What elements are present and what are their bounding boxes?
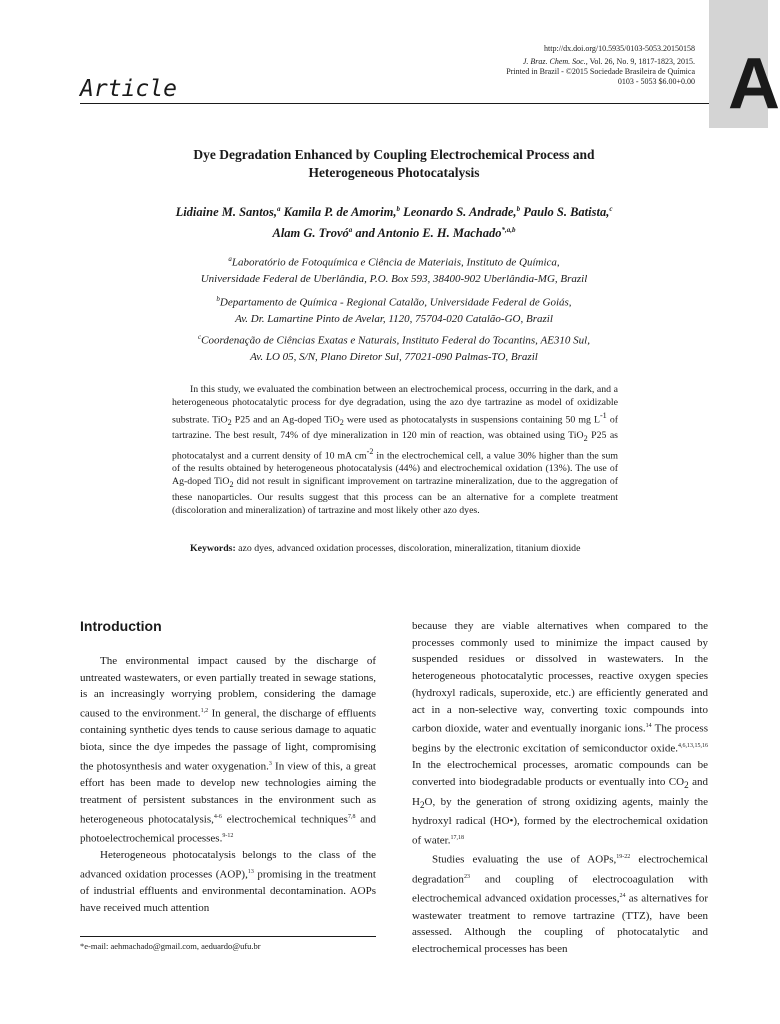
author-name: Leonardo S. Andrade, [399, 205, 517, 220]
journal-citation [506, 57, 695, 87]
superscript: -2 [366, 447, 374, 457]
citation-ref[interactable]: 14 [645, 723, 652, 730]
abstract [172, 383, 618, 517]
affiliation-b [100, 291, 688, 327]
author-list [100, 200, 688, 242]
journal-name: J. Braz. Chem. Soc. [522, 57, 586, 66]
issn-price: 0103 - 5053 $6.00+0.00 [617, 77, 695, 86]
author-affil-mark: a [348, 226, 353, 235]
superscript: -1 [599, 411, 607, 420]
citation-ref[interactable]: 9-12 [222, 833, 234, 839]
author-name: Kamila P. de Amorim, [280, 205, 397, 220]
body-text: electrochemical techniques [221, 813, 348, 826]
body-text: because they are viable alternatives when compared to the processes commonly used to minimize the impact caused by suspended residues or dissolved in wastewaters. In the heterogeneous photocatalytic processes, reactive oxygen species (hydroxyl radicals, superoxide, etc.) are efficiently generated and act in a non-selective way, converting toxic compounds into carbon dioxide, water and eventually inorganic ions. [412, 620, 708, 735]
citation-ref[interactable]: 4,6,13,15,16 [678, 742, 708, 749]
affiliation-mark: b [216, 295, 220, 303]
keywords-text: azo dyes, advanced oxidation processes, discoloration, mineralization, titanium dioxide [235, 543, 581, 554]
affiliation-line: Universidade Federal de Uberlândia, P.O. Box 593, 38400-902 Uberlândia-MG, Brazil [200, 272, 588, 285]
body-text: as alternatives for wastewater treatment to remove tartrazine (TTZ), have been assessed. Although the coupling of photocatalytic and electrochemical processes has been [412, 892, 709, 955]
paper-title [120, 146, 668, 182]
affiliation-line: Av. Dr. Lamartine Pinto de Avelar, 1120, 75704-020 Catalão-GO, Brazil [235, 312, 553, 325]
citation-ref[interactable]: 3 [268, 760, 272, 767]
body-text: and photoelectrochemical processes. [80, 813, 376, 845]
citation-ref[interactable]: 19-22 [616, 854, 631, 861]
subscript: 2 [684, 779, 689, 790]
paragraph [412, 618, 708, 849]
body-text: and coupling of electrocoagulation with electrochemical advanced oxidation processes, [412, 873, 708, 905]
affiliation-line: Coordenação de Ciências Exatas e Naturais, Instituto Federal do Tocantins, AE310 Sul, [201, 334, 590, 347]
author-name: Lidiaine M. Santos, [175, 205, 277, 220]
citation-ref[interactable]: 24 [619, 893, 626, 900]
title-line: Dye Degradation Enhanced by Coupling Electrochemical Process and [193, 147, 595, 162]
affiliation-c [100, 329, 688, 365]
citation-ref[interactable]: 1,2 [200, 708, 209, 715]
paragraph [412, 849, 708, 957]
subscript: 2 [583, 434, 588, 444]
body-text: The process begins by the electronic excitation of semiconductor oxide. [412, 722, 708, 755]
body-text: promising in the treatment of industrial effluents and environmental decontamination. AOPs have received much attention [80, 868, 376, 915]
title-line: Heterogeneous Photocatalysis [308, 165, 480, 180]
header-divider [80, 103, 709, 104]
abstract-text: In this study, we evaluated the combination between an electrochemical process, occurring in the dark, and a heterogeneous photocatalytic process for dye degradation, using the azo dye tartrazine as model of oxidizable substrate. TiO [172, 384, 618, 426]
affiliation-mark: a [228, 255, 232, 263]
subscript: 2 [419, 799, 425, 810]
abstract-text: did not result in significant improvement on tartrazine mineralization, due to the aggregation of these nanoparticles. Our results suggest that this process can be an alternative for a complete treatment (discoloration and mineralization) of tartrazine and most likely other azo dyes. [172, 476, 618, 517]
body-text: The environmental impact caused by the discharge of untreated wastewaters, or even partially treated in sewage stations, is an increasingly worrying problem, considering the damage caused to the environment. [80, 655, 376, 720]
affiliation-line: Departamento de Química - Regional Catalão, Universidade Federal de Goiás, [219, 296, 572, 309]
affiliation-mark: c [198, 333, 202, 341]
author-affil-mark: b [396, 205, 400, 213]
body-text: electrochemical degradation [412, 854, 708, 886]
abstract-text: P25 as photocatalyst and a current density of 10 mA cm [172, 430, 618, 462]
author-name: Alam G. Trovó [272, 226, 349, 241]
subscript: 2 [229, 480, 234, 490]
author-affil-mark: a [276, 205, 281, 213]
author-affil-mark: *,a,b [501, 226, 516, 235]
abstract-text: in the electrochemical cell, a value 30% higher than the sum of the results obtained by heterogeneous photocatalysis (44%) and electrochemical oxidation (13%). The use of Ag-doped TiO [172, 450, 618, 488]
correspondence-footnote: *e-mail: aehmachado@gmail.com, aeduardo@ufu.br [80, 941, 261, 951]
section-heading-introduction: Introduction [80, 618, 162, 634]
body-text: Heterogeneous photocatalysis belongs to the class of the advanced oxidation processes (AOP), [80, 849, 376, 881]
subscript: 2 [227, 418, 232, 428]
citation-ref[interactable]: 4-6 [213, 813, 222, 820]
keywords [172, 542, 618, 556]
paragraph [80, 653, 376, 847]
author-name: Paulo S. Batista, [520, 205, 610, 220]
subscript: 2 [339, 418, 344, 428]
citation-ref[interactable]: 7,8 [347, 813, 356, 820]
affiliation-line: Av. LO 05, S/N, Plano Diretor Sul, 77021-090 Palmas-TO, Brazil [250, 350, 538, 363]
right-column [412, 618, 708, 958]
abstract-text: P25 and an Ag-doped TiO [231, 414, 340, 426]
affiliation-a [100, 251, 688, 287]
journal-issue: , Vol. 26, No. 9, 1817-1823, 2015. [585, 57, 695, 66]
body-text: and H [412, 775, 708, 808]
body-text: O, by the generation of strong oxidizing agents, mainly the hydroxyl radical (HO•), formed by the electrochemical oxidation of water. [412, 795, 708, 847]
citation-ref[interactable]: 13 [247, 869, 254, 876]
author-name: and Antonio E. H. Machado [352, 226, 502, 241]
author-affil-mark: b [516, 205, 521, 213]
journal-corner-letter: A [728, 44, 780, 124]
citation-ref[interactable]: 17,18 [450, 835, 464, 842]
body-text: In the electrochemical processes, aromatic compounds can be converted into biodegradable products or eventually into CO [412, 758, 708, 788]
abstract-text: of tartrazine. The best result, 74% of dye mineralization in 120 min of reaction, was obtained using TiO [172, 414, 618, 442]
doi-link[interactable]: http://dx.doi.org/10.5935/0103-5053.20150158 [544, 44, 695, 53]
author-affil-mark: c [609, 205, 613, 213]
article-type-label: Article [80, 76, 177, 102]
keywords-label: Keywords: [190, 543, 236, 554]
body-text: In general, the discharge of effluents containing synthetic dyes tends to cause serious damage to aquatic biota, since the dye impedes the passage of light, compromising the photosynthesis and water oxygenation. [80, 707, 376, 773]
citation-ref[interactable]: 23 [463, 873, 470, 880]
abstract-text: were used as photocatalysts in suspensions containing 50 mg L [343, 414, 600, 426]
footnote-divider [80, 936, 376, 937]
paragraph [80, 847, 376, 916]
body-text: In view of this, a great effort has been made to develop new technologies aiming the treatment of persistent substances in the environment such as heterogeneous photocatalysis, [80, 760, 376, 826]
body-text: Studies evaluating the use of AOPs, [432, 854, 617, 867]
printed-line: Printed in Brazil - ©2015 Sociedade Brasileira de Química [506, 67, 695, 76]
affiliation-line: Laboratório de Fotoquímica e Ciência de Materiais, Instituto de Química, [231, 256, 560, 269]
left-column [80, 653, 376, 917]
